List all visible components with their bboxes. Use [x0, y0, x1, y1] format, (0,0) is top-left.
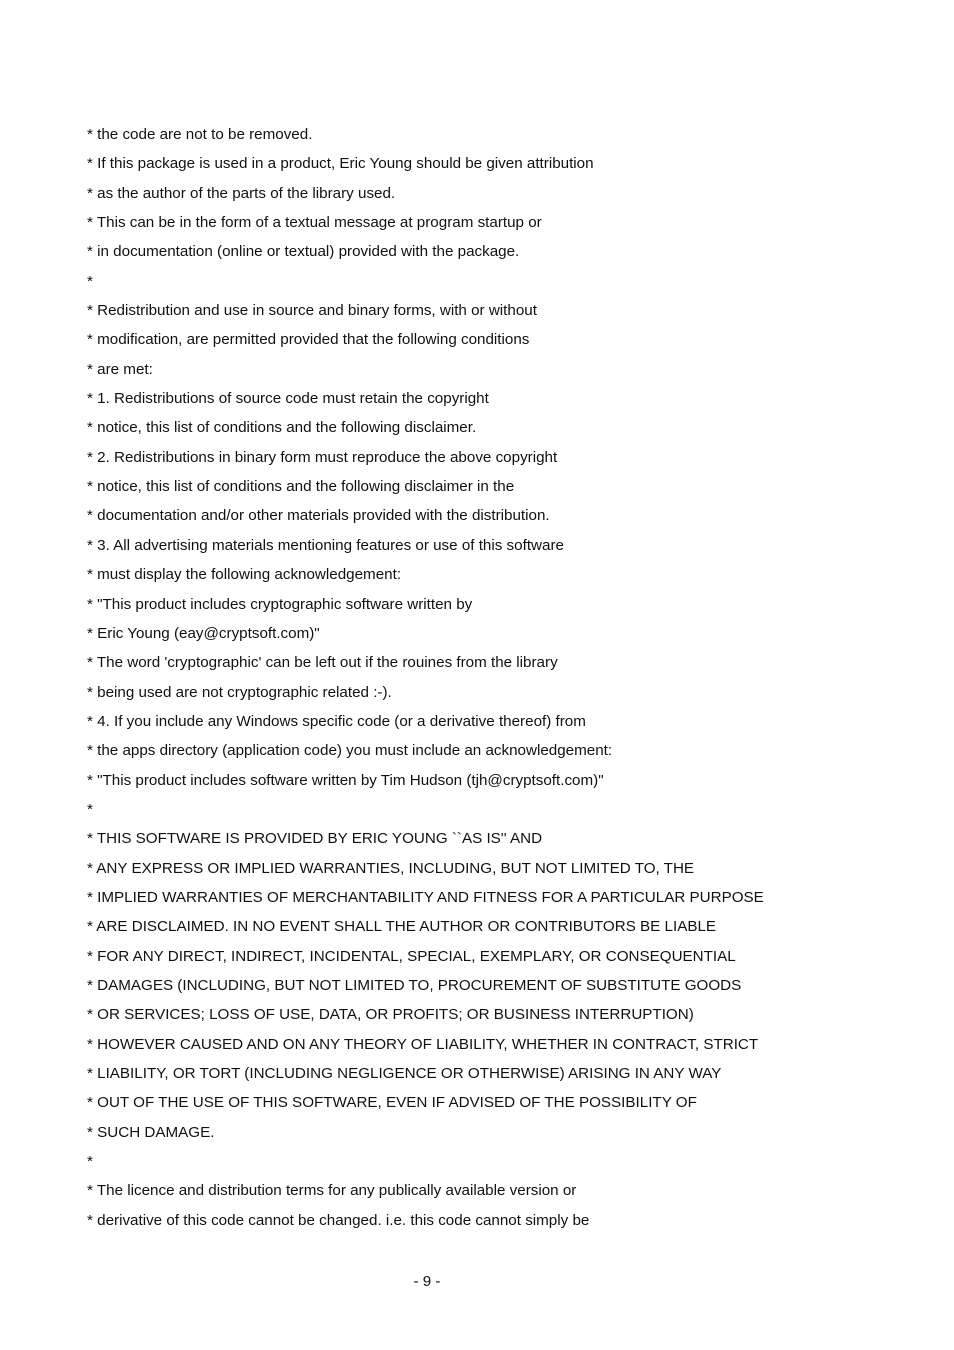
text-line: * SUCH DAMAGE.	[87, 1123, 215, 1141]
text-line: *	[87, 272, 93, 290]
text-line: * ANY EXPRESS OR IMPLIED WARRANTIES, INCLUDING, BUT NOT LIMITED TO, THE	[87, 859, 695, 877]
text-line: * 2. Redistributions in binary form must reproduce the above copyright	[87, 448, 558, 466]
text-line: * Redistribution and use in source and binary forms, with or without	[87, 302, 537, 320]
text-line: * modification, are permitted provided that the following conditions	[87, 331, 530, 349]
text-line: * notice, this list of conditions and the following disclaimer in the	[87, 478, 515, 496]
text-line: * OR SERVICES; LOSS OF USE, DATA, OR PROFITS; OR BUSINESS INTERRUPTION)	[87, 1006, 694, 1024]
text-line: *	[87, 800, 93, 818]
text-line: * documentation and/or other materials provided with the distribution.	[87, 507, 550, 525]
text-line: *	[87, 1153, 93, 1171]
text-line: * "This product includes cryptographic software written by	[87, 595, 473, 613]
text-line: * "This product includes software written by Tim Hudson (tjh@cryptsoft.com)"	[87, 771, 604, 789]
text-line: * are met:	[87, 360, 153, 378]
text-line: * LIABILITY, OR TORT (INCLUDING NEGLIGENCE OR OTHERWISE) ARISING IN ANY WAY	[87, 1065, 722, 1082]
page-number: - 9 -	[413, 1273, 441, 1290]
text-line: * must display the following acknowledgement:	[87, 566, 402, 584]
text-line: * HOWEVER CAUSED AND ON ANY THEORY OF LIABILITY, WHETHER IN CONTRACT, STRICT	[87, 1035, 759, 1053]
text-line: * This can be in the form of a textual message at program startup or	[87, 214, 542, 232]
text-line: * DAMAGES (INCLUDING, BUT NOT LIMITED TO, PROCUREMENT OF SUBSTITUTE GOODS	[87, 976, 742, 994]
text-line: * 3. All advertising materials mentioning features or use of this software	[87, 536, 564, 554]
text-line: * the code are not to be removed.	[87, 126, 313, 143]
text-line: * FOR ANY DIRECT, INDIRECT, INCIDENTAL, SPECIAL, EXEMPLARY, OR CONSEQUENTIAL	[87, 947, 736, 965]
text-line: * If this package is used in a product, Eric Young should be given attribution	[87, 155, 594, 173]
text-line: * THIS SOFTWARE IS PROVIDED BY ERIC YOUNG ``AS IS'' AND	[87, 830, 543, 848]
text-line: * The licence and distribution terms for any publically available version or	[87, 1182, 577, 1200]
text-line: * notice, this list of conditions and the following disclaimer.	[87, 419, 477, 437]
text-line: * the apps directory (application code) you must include an acknowledgement:	[87, 742, 613, 760]
text-line: * IMPLIED WARRANTIES OF MERCHANTABILITY AND FITNESS FOR A PARTICULAR PURPOSE	[87, 888, 764, 906]
text-line: * Eric Young (eay@cryptsoft.com)"	[87, 624, 320, 642]
text-line: * ARE DISCLAIMED. IN NO EVENT SHALL THE AUTHOR OR CONTRIBUTORS BE LIABLE	[87, 918, 717, 936]
text-line: * 1. Redistributions of source code must retain the copyright	[87, 390, 489, 408]
text-line: * derivative of this code cannot be changed. i.e. this code cannot simply be	[87, 1211, 590, 1229]
text-line: * OUT OF THE USE OF THIS SOFTWARE, EVEN IF ADVISED OF THE POSSIBILITY OF	[87, 1094, 697, 1112]
text-line: * in documentation (online or textual) provided with the package.	[87, 243, 520, 261]
text-line: * The word 'cryptographic' can be left out if the rouines from the library	[87, 654, 558, 672]
text-line: * being used are not cryptographic related :-).	[87, 683, 392, 701]
text-line: * 4. If you include any Windows specific code (or a derivative thereof) from	[87, 712, 586, 730]
text-line: * as the author of the parts of the library used.	[87, 184, 396, 202]
license-text-block	[87, 120, 887, 1235]
